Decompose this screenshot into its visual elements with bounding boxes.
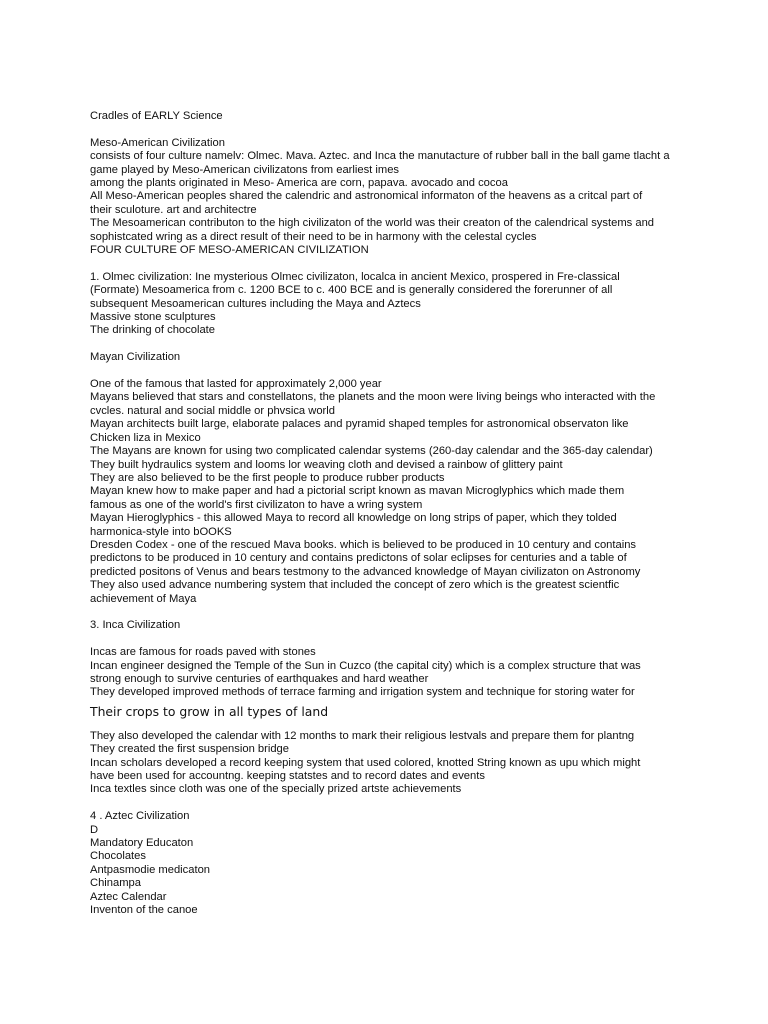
paragraph-line: Dresden Codex - one of the rescued Mava books. which is believed to be produced in 10 century and contains <box>90 538 637 551</box>
paragraph-line: Mayans believed that stars and constellatons, the planets and the moon were living beings who interacted with the <box>90 391 656 404</box>
paragraph-line: They developed improved methods of terrace farming and irrigation system and technique for storing water for <box>90 686 635 699</box>
list-item: Massive stone sculptures <box>90 311 216 324</box>
list-item: D <box>90 823 99 836</box>
paragraph-line: cvcles. natural and social middle or phvsica world <box>90 404 335 417</box>
section-heading-aztec: 4 . Aztec Civilization <box>90 810 190 823</box>
spacer <box>90 606 690 619</box>
spacer <box>90 338 690 351</box>
paragraph-line: They also used advance numbering system that included the concept of zero which is the greatest scientfic <box>90 579 620 592</box>
paragraph-line: Incan engineer designed the Temple of the Sun in Cuzco (the capital city) which is a complex structure that was <box>90 659 641 672</box>
subheading-four-cultures: FOUR CULTURE OF MESO-AMERICAN CIVILIZATION <box>90 244 369 257</box>
spacer <box>90 633 690 646</box>
paragraph-line-large: Their crops to grow in all types of land <box>90 703 329 719</box>
paragraph-line: They built hydraulics system and looms lor weaving cloth and devised a rainbow of glittery paint <box>90 458 563 471</box>
spacer <box>90 797 690 810</box>
paragraph-line: game played by Meso-American civilizatons from earliest imes <box>90 163 400 176</box>
paragraph-line: sophistcated wring as a direct result of their need to be in harmony with the celestal cycles <box>90 230 537 243</box>
paragraph-line: They created the first suspension bridge <box>90 743 289 756</box>
paragraph-line: predictons to be produced in 10 century and contains predictons of solar eclipses for centuries and a table of <box>90 552 627 565</box>
paragraph-line: They also developed the calendar with 12 months to mark their religious lestvals and prepare them for plantng <box>90 729 635 742</box>
paragraph-line: The Mayans are known for using two complicated calendar systems (260-day calendar and the 365-day calendar) <box>90 445 653 458</box>
list-item: The drinking of chocolate <box>90 324 216 337</box>
paragraph-line: All Meso-American peoples shared the calendric and astronomical informaton of the heavens as a critcal part of <box>90 190 643 203</box>
paragraph-line: strong enough to survive centuries of earthquakes and hard weather <box>90 672 429 685</box>
list-item: Mandatory Educaton <box>90 837 194 850</box>
paragraph-line: harmonica-style into bOOKS <box>90 525 232 538</box>
spacer <box>90 365 690 378</box>
paragraph-line: among the plants originated in Meso- America are corn, papava. avocado and cocoa <box>90 177 508 190</box>
paragraph-line: famous as one of the world's first civilizaton to have a wring system <box>90 498 423 511</box>
paragraph-line: achievement of Maya <box>90 592 197 605</box>
section-heading-inca: 3. Inca Civilization <box>90 619 181 632</box>
paragraph-line: The Mesoamerican contributon to the high civilizaton of the world was their creaton of the calendrical systems and <box>90 217 655 230</box>
paragraph-line: Mayan Hieroglyphics - this allowed Maya to record all knowledge on long strips of paper, which they tolded <box>90 512 617 525</box>
paragraph-line: predicted positons of Venus and bears testmony to the advanced knowledge of Mayan civilizaton on Astronomy <box>90 565 641 578</box>
section-heading-mayan: Mayan Civilization <box>90 351 181 364</box>
list-item: Chinampa <box>90 877 141 890</box>
paragraph-line: Mayan architects built large, elaborate palaces and pyramid shaped temples for astronomical observaton like <box>90 418 629 431</box>
paragraph-line: Incan scholars developed a record keeping system that used colored, knotted String known as upu which might <box>90 756 641 769</box>
list-item: Aztec Calendar <box>90 890 167 903</box>
paragraph-line: (Formate) Mesoamerica from c. 1200 BCE to c. 400 BCE and is generally considered the forerunner of all <box>90 284 613 297</box>
spacer <box>90 123 690 136</box>
list-item: Inventon of the canoe <box>90 904 198 917</box>
paragraph-line: Chicken liza in Mexico <box>90 431 201 444</box>
section-heading-meso-american: Meso-American Civilization <box>90 136 225 149</box>
paragraph-line: Mayan knew how to make paper and had a pictorial script known as mavan Microglyphics which made them <box>90 485 625 498</box>
paragraph-line: their sculoture. art and architectre <box>90 203 257 216</box>
paragraph-line: subsequent Mesoamerican cultures including the Maya and Aztecs <box>90 297 421 310</box>
paragraph-line: Inca textles since cloth was one of the specially prized artste achievements <box>90 783 462 796</box>
list-item: Antpasmodie medicaton <box>90 863 211 876</box>
document-body <box>90 110 690 917</box>
paragraph-line: consists of four culture namelv: Olmec. Mava. Aztec. and Inca the manutacture of rubber ball in the ball game tlacht a <box>90 150 670 163</box>
spacer <box>90 257 690 270</box>
paragraph-line: have been used for accountng. keeping statstes and to record dates and events <box>90 770 485 782</box>
list-item: Chocolates <box>90 850 146 863</box>
paragraph-line: 1. Olmec civilization: Ine mysterious Olmec civilizaton, localca in ancient Mexico, prospered in Fre-classical <box>90 270 620 283</box>
document-title: Cradles of EARLY Science <box>90 110 223 122</box>
paragraph-line: One of the famous that lasted for approximately 2,000 year <box>90 378 382 391</box>
paragraph-line: They are also believed to be the first people to produce rubber products <box>90 471 445 484</box>
paragraph-line: Incas are famous for roads paved with stones <box>90 646 316 659</box>
